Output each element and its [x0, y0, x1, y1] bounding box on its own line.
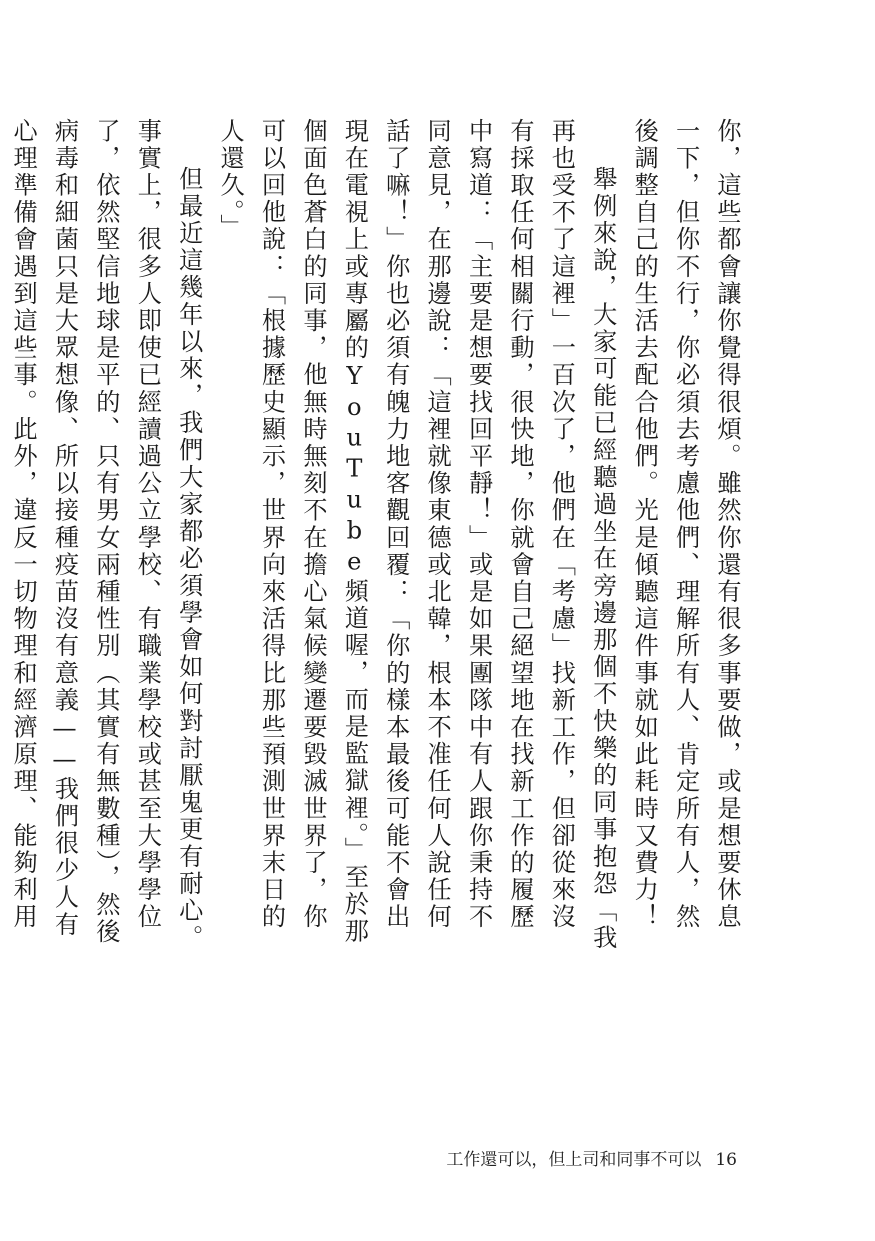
page-body-text: [9, 118, 747, 958]
paragraph-3: 但最近這幾年以來，我們大家都必須學會如何對討厭鬼更有耐心。事實上，很多人即使已經讀過公立學校、有職業學校或甚至大學學位了，依然堅信地球是平的、只有男女兩種性別（其實有無數種），然後病毒和細菌只是大眾想像、所以接種疫苗沒有意義——我們很少人有心理準備會遇到這些事。此外，違反一切物理和經濟原理、能夠利用: [9, 118, 203, 953]
page-number: 16: [715, 1150, 737, 1170]
running-title: 工作還可以，但上司和同事不可以: [446, 1150, 702, 1170]
page-footer: [446, 1149, 737, 1171]
paragraph-2: 舉例來說，大家可能已經聽過坐在旁邊那個不快樂的同事抱怨「我再也受不了這裡」一百次了，他們在「考慮」找新工作，但卻從來沒有採取任何相關行動，很快地，你就會自己絕望地在找新工作的履歷中寫道：「主要是想要找回平靜！」或是如果團隊中有人跟你秉持不同意見，在那邊說：「這裡就像東德或北韓，根本不准任何人說任何話了嘛！」你也必須有魄力地客觀回覆：「你的樣本最後可能不會出現在電視上或專屬的YouTube頻道喔，而是監獄裡。」至於那個面色蒼白的同事，他無時無刻不在擔心氣候變遷要毀滅世界了，你可以回他說：「根據歷史顯示，世界向來活得比那些預測世界末日的人還久。」: [216, 118, 617, 953]
paragraph-1: 你，這些都會讓你覺得很煩。雖然你還有很多事要做，或是想要休息一下，但你不行，你必須去考慮他們、理解所有人、肯定所有人，然後調整自己的生活去配合他們。光是傾聽這件事就如此耗時又費力！: [630, 118, 741, 931]
